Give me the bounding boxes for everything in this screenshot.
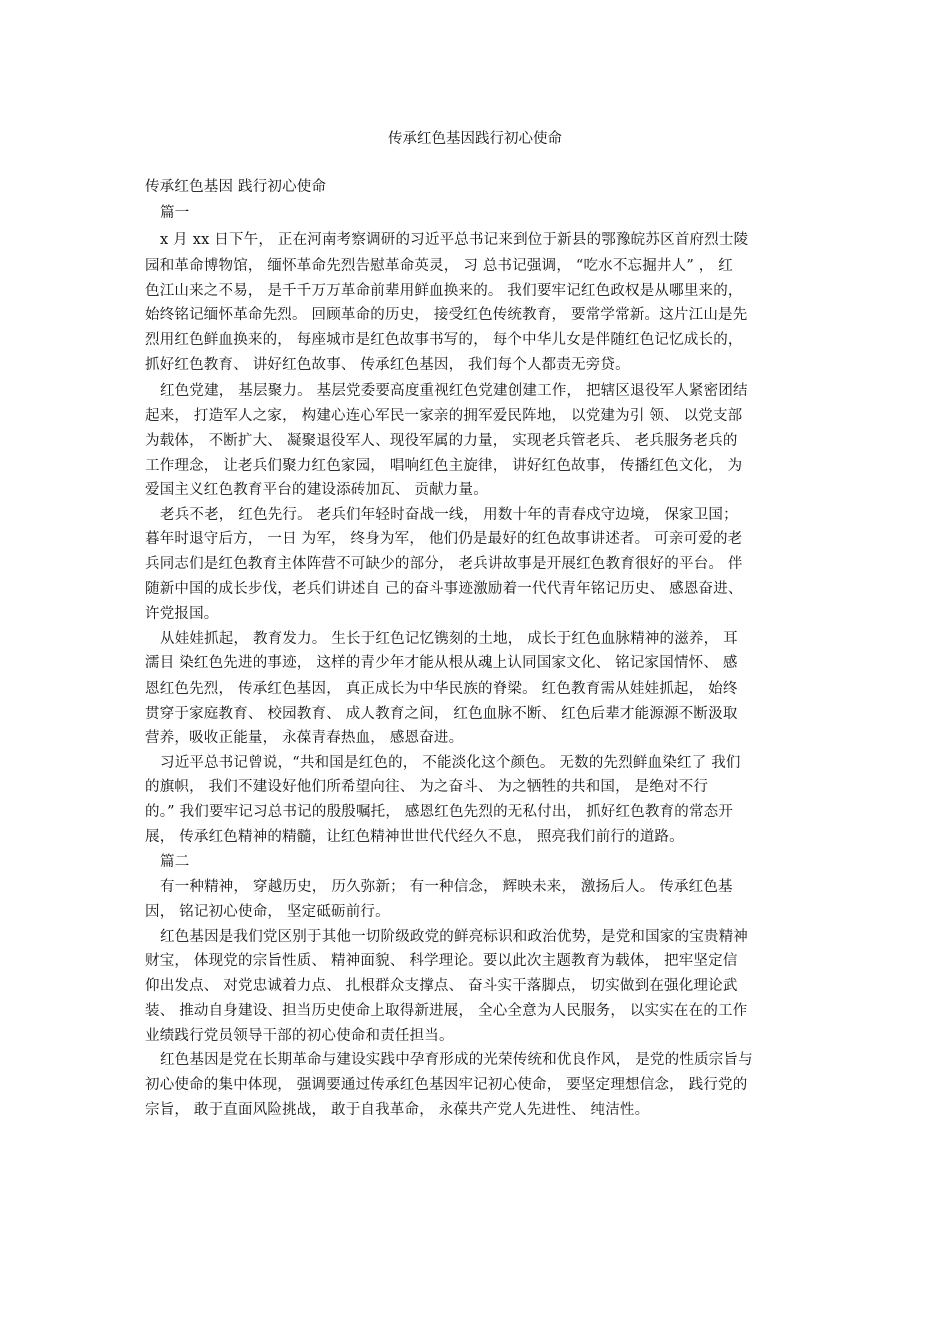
paragraph-line: 仰出发点、 对党忠诚着力点、 扎根群众支撑点、 奋斗实干落脚点， 切实做到在强化理论武 [145, 978, 738, 994]
paragraph-line: 红色党建， 基层聚力。 基层党委要高度重视红色党建创建工作， 把辖区退役军人紧密团结 [160, 383, 748, 399]
paragraph-line: 习近平总书记曾说，“共和国是红色的， 不能淡化这个颜色。 无数的先烈鲜血染红了 我们 [160, 755, 741, 771]
paragraph-line: 始终铭记缅怀革命先烈。 回顾革命的历史， 接受红色传统教育， 要常学常新。这片江山是先 [145, 307, 748, 323]
document-title: 传承红色基因践行初心使命 [388, 131, 562, 147]
paragraph-line: 的旗帜， 我们不建设好他们所希望向往、 为之奋斗、 为之牺牲的共和国， 是绝对不行 [145, 779, 709, 795]
paragraph-line: 许党报国。 [145, 606, 219, 622]
section-heading-1: 篇一 [160, 205, 190, 221]
paragraph-line: 工作理念， 让老兵们聚力红色家园， 唱响红色主旋律， 讲好红色故事， 传播红色文化， 为 [145, 458, 743, 474]
paragraph-line: 随新中国的成长步伐，老兵们讲述自 己的奋斗事迹激励着一代代青年铭记历史、 感恩奋进、 [145, 581, 743, 597]
paragraph-line: 财宝， 体现党的宗旨性质、 精神面貌、 科学理论。要以此次主题教育为载体， 把牢坚定信 [145, 953, 738, 969]
paragraph-line: 的。” 我们要牢记习总书记的殷殷嘱托， 感恩红色先烈的无私付出， 抓好红色教育的常态开 [145, 804, 734, 820]
paragraph-line: 起来， 打造军人之家， 构建心连心军民一家亲的拥军爱民阵地， 以党建为引 领、 以党支部 [145, 408, 743, 424]
paragraph-line: 业绩践行党员领导干部的初心使命和责任担当。 [145, 1028, 454, 1044]
paragraph-line: 红色基因是党在长期革命与建设实践中孕育形成的光荣传统和优良作风， 是党的性质宗旨与 [160, 1052, 753, 1068]
paragraph-line: 兵同志们是红色教育主体阵营不可缺少的部分， 老兵讲故事是开展红色教育很好的平台。 伴 [145, 556, 743, 572]
paragraph-line: 装、 推动自身建设、担当历史使命上取得新进展， 全心全意为人民服务， 以实实在在的工作 [145, 1003, 748, 1019]
paragraph-line: 为载体， 不断扩大、 凝聚退役军人、现役军属的力量， 实现老兵管老兵、 老兵服务老兵的 [145, 433, 738, 449]
paragraph-line: 营养，吸收正能量， 永葆青春热血， 感恩奋进。 [145, 730, 464, 746]
paragraph-line: 有一种精神， 穿越历史， 历久弥新； 有一种信念， 辉映未来， 激扬后人。 传承红色基 [160, 879, 733, 895]
paragraph-line: 色江山来之不易， 是千千万万革命前辈用鲜血换来的。 我们要牢记红色政权是从哪里来的， [145, 283, 743, 299]
section-heading-2: 篇二 [160, 854, 190, 870]
paragraph-line: 展， 传承红色精神的精髓，让红色精神世世代代经久不息， 照亮我们前行的道路。 [145, 829, 684, 845]
paragraph-line: x 月 xx 日下午， 正在河南考察调研的习近平总书记来到位于新县的鄂豫皖苏区首府烈士陵 [160, 232, 749, 248]
paragraph-line: 红色基因是我们党区别于其他一切阶级政党的鲜亮标识和政治优势，是党和国家的宝贵精神 [160, 929, 748, 945]
paragraph-line: 恩红色先烈， 传承红色基因， 真正成长为中华民族的脊梁。 红色教育需从娃娃抓起， 始终 [145, 681, 738, 697]
paragraph-line: 抓好红色教育、 讲好红色故事、 传承红色基因， 我们每个人都责无旁贷。 [145, 357, 630, 373]
paragraph-line: 初心使命的集中体现， 强调要通过传承红色基因牢记初心使命， 要坚定理想信念， 践行党的 [145, 1077, 748, 1093]
document-subtitle: 传承红色基因 践行初心使命 [145, 179, 327, 195]
paragraph-line: 老兵不老， 红色先行。 老兵们年轻时奋战一线， 用数十年的青春戍守边境， 保家卫国； [160, 507, 738, 523]
paragraph-line: 因， 铭记初心使命， 坚定砥砺前行。 [145, 904, 390, 920]
paragraph-line: 从娃娃抓起， 教育发力。 生长于红色记忆镌刻的土地， 成长于红色血脉精神的滋养， 耳 [160, 631, 738, 647]
paragraph-line: 暮年时退守后方， 一日 为军， 终身为军， 他们仍是最好的红色故事讲述者。 可亲可爱的老 [145, 531, 743, 547]
paragraph-line: 烈用红色鲜血换来的， 每座城市是红色故事书写的， 每个中华儿女是伴随红色记忆成长的， [145, 332, 743, 348]
paragraph-line: 濡目 染红色先进的事迹， 这样的青少年才能从根从魂上认同国家文化、 铭记家国情怀、 感 [145, 655, 738, 671]
paragraph-line: 园和革命博物馆， 缅怀革命先烈告慰革命英灵， 习 总书记强调， “吃水不忘掘井人” ， 红 [145, 258, 733, 274]
paragraph-line: 爱国主义红色教育平台的建设添砖加瓦、 贡献力量。 [145, 482, 488, 498]
paragraph-line: 贯穿于家庭教育、 校园教育、 成人教育之间， 红色血脉不断、 红色后辈才能源源不断汲取 [145, 706, 738, 722]
paragraph-line: 宗旨， 敢于直面风险挑战， 敢于自我革命， 永葆共产党人先进性、 纯洁性。 [145, 1102, 650, 1118]
